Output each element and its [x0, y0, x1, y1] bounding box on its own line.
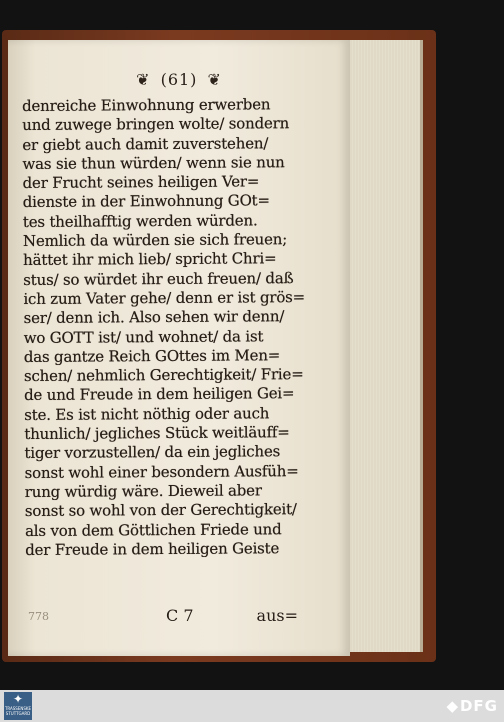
ornament-right-icon: ❦ [207, 70, 222, 89]
text-line: und zuwege bringen wolte/ sondern [22, 114, 290, 135]
text-line: thunlich/ jegliches Stück weitläuff= [24, 423, 290, 444]
text-line: der Frucht seines heiligen Ver= [22, 172, 260, 193]
text-line: ser/ denn ich. Also sehen wir denn/ [23, 307, 285, 328]
text-line: dienste in der Einwohnung GOt= [22, 191, 270, 212]
dfg-logo-text: DFG [459, 697, 498, 715]
text-line: stus/ so würdet ihr euch freuen/ daß [23, 268, 294, 289]
text-line: sonst so wohl von der Gerechtigkeit/ [24, 500, 297, 521]
ornament-left-icon: ❦ [136, 70, 151, 89]
text-line: Nemlich da würden sie sich freuen; [22, 230, 288, 251]
body-text [22, 95, 313, 560]
library-logo-text: TRASSENSKE STUTTGARD [4, 706, 32, 716]
text-line: das gantze Reich GOttes im Men= [23, 346, 281, 366]
manuscript-number: 778 [28, 610, 49, 623]
text-line: hättet ihr mich lieb/ spricht Chri= [23, 249, 277, 270]
text-line: rung würdig wäre. Dieweil aber [24, 481, 262, 501]
text-line: er giebt auch damit zuverstehen/ [22, 133, 269, 154]
text-line: was sie thun würden/ wenn sie nun [22, 153, 285, 173]
viewer-footer [0, 690, 504, 722]
signature-mark: C 7 [166, 606, 194, 625]
text-line: ich zum Vater gehe/ denn er ist grös= [23, 287, 306, 308]
text-line: de und Freude in dem heiligen Gei= [24, 384, 295, 405]
text-line: als von dem Göttlichen Friede und [24, 519, 282, 540]
page-stack-edge [348, 40, 423, 652]
text-line: sonst wohl einer besondern Ausfüh= [24, 461, 299, 482]
catchword: aus= [256, 606, 298, 625]
page-number: (61) [160, 70, 198, 89]
library-logo[interactable] [4, 692, 32, 720]
book-page [8, 40, 350, 656]
text-line: schen/ nehmlich Gerechtigkeit/ Frie= [23, 365, 304, 386]
page-header [8, 70, 350, 89]
text-line: denreiche Einwohnung erwerben [22, 95, 271, 115]
text-line: ste. Es ist nicht nöthig oder auch [24, 404, 270, 424]
dfg-logo-icon: ◆ [446, 697, 459, 715]
text-line: der Freude in dem heiligen Geiste [25, 539, 280, 559]
text-line: tiger vorzustellen/ da ein jegliches [24, 442, 281, 463]
dfg-logo[interactable] [446, 697, 498, 715]
page-footer [28, 606, 298, 628]
text-line: wo GOTT ist/ und wohnet/ da ist [23, 326, 264, 347]
text-line: tes theilhafftig werden würden. [22, 211, 258, 231]
library-logo-icon: ✦ [12, 692, 24, 706]
